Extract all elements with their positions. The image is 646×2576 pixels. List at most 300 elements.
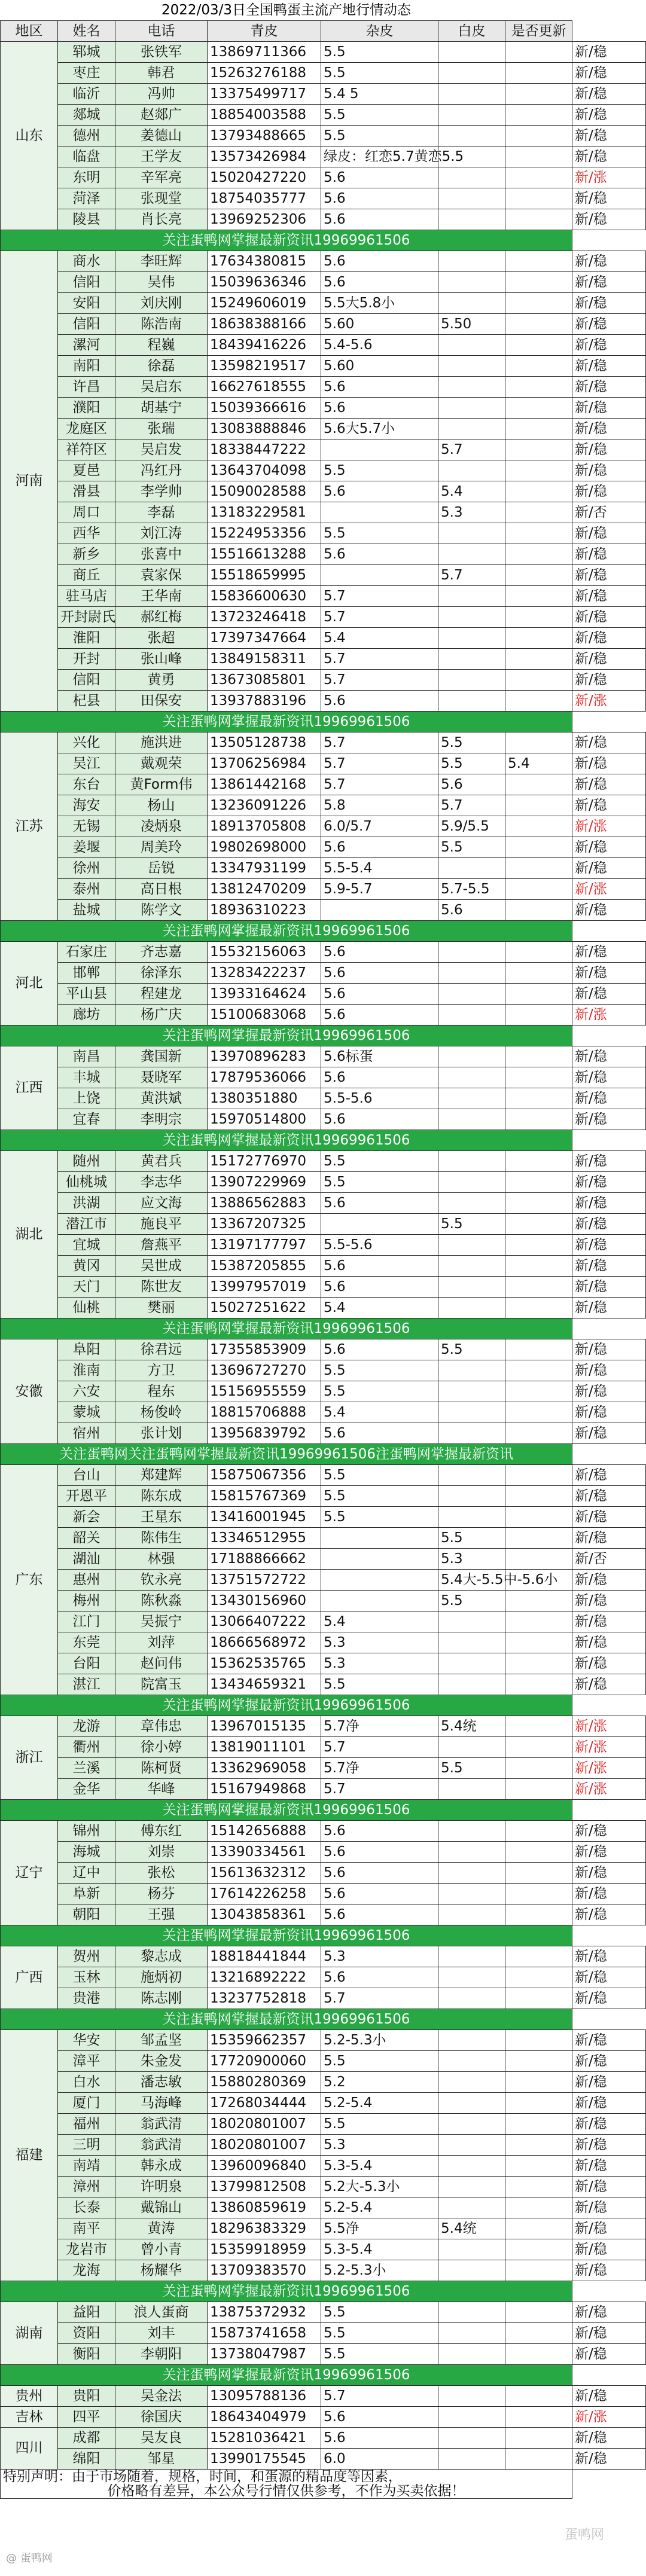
province-cell: 江西 [1, 1046, 58, 1130]
phone-cell: 13043858361 [208, 1904, 321, 1925]
mixed-shell-price: 5.5 [438, 1591, 505, 1611]
white-shell-price [505, 1046, 572, 1067]
province-cell: 湖北 [1, 1151, 58, 1318]
promo-banner: 关注蛋鸭网关注蛋鸭网掌握最新资讯19969961506注蛋鸭网掌握最新资讯 [1, 1444, 572, 1465]
phone-cell: 15100683068 [208, 1005, 321, 1025]
white-shell-price [505, 1298, 572, 1318]
city-cell: 厦门 [58, 2093, 115, 2114]
green-shell-price: 5.6 [321, 1277, 438, 1298]
update-status: 新/稳 [572, 1486, 646, 1507]
name-cell: 聂晓军 [115, 1067, 208, 1088]
city-cell: 淮南 [58, 1360, 115, 1381]
white-shell-price [505, 314, 572, 335]
green-shell-price: 5.7 [321, 607, 438, 628]
white-shell-price [505, 2197, 572, 2218]
name-cell: 翁武清 [115, 2114, 208, 2135]
table-row [1, 63, 646, 84]
city-cell: 仙桃城 [58, 1172, 115, 1193]
green-shell-price: 5.6 [321, 1067, 438, 1088]
promo-banner: 关注蛋鸭网掌握最新资讯19969961506 [1, 921, 572, 942]
column-header: 电话 [115, 21, 208, 42]
white-shell-price [505, 544, 572, 565]
mixed-shell-price [438, 2197, 505, 2218]
name-cell: 程巍 [115, 335, 208, 356]
table-row [1, 795, 646, 816]
mixed-shell-price [438, 419, 505, 439]
update-status: 新/涨 [572, 879, 646, 900]
city-cell: 盐城 [58, 900, 115, 921]
green-shell-price: 5.3-5.4 [321, 2156, 438, 2177]
mixed-shell-price: 5.4 [438, 481, 505, 502]
city-cell: 无锡 [58, 816, 115, 837]
city-cell: 韶关 [58, 1528, 115, 1549]
city-cell: 洪湖 [58, 1193, 115, 1214]
name-cell: 刘庆刚 [115, 293, 208, 314]
mixed-shell-price [438, 1046, 505, 1067]
phone-cell: 17355853909 [208, 1339, 321, 1360]
mixed-shell-price [438, 2177, 505, 2197]
city-cell: 南平 [58, 2218, 115, 2239]
city-cell: 新会 [58, 1507, 115, 1528]
mixed-shell-price [438, 2030, 505, 2051]
city-cell: 丰城 [58, 1067, 115, 1088]
table-row [1, 879, 646, 900]
green-shell-price: 5.7 [321, 753, 438, 774]
mixed-shell-price [438, 105, 505, 126]
update-status: 新/稳 [572, 963, 646, 984]
white-shell-price [505, 1465, 572, 1486]
white-shell-price [505, 1402, 572, 1423]
green-shell-price: 5.4 [321, 1611, 438, 1632]
city-cell: 阜阳 [58, 1339, 115, 1360]
city-cell: 衢州 [58, 1737, 115, 1758]
phone-cell: 13346512955 [208, 1528, 321, 1549]
update-status: 新/稳 [572, 42, 646, 63]
update-status: 新/稳 [572, 774, 646, 795]
table-row [1, 2072, 646, 2093]
mixed-shell-price [438, 649, 505, 670]
mixed-shell-price [438, 377, 505, 398]
green-shell-price: 5.4 5 [321, 84, 438, 105]
footer-row [1, 2470, 646, 2499]
white-shell-price [505, 1967, 572, 1988]
table-row [1, 314, 646, 335]
province-cell: 广西 [1, 1946, 58, 2009]
mixed-shell-price: 5.6 [438, 774, 505, 795]
mixed-shell-price [438, 628, 505, 649]
city-cell: 衡阳 [58, 2344, 115, 2365]
phone-cell: 18439416226 [208, 335, 321, 356]
phone-cell: 13861442168 [208, 774, 321, 795]
name-cell: 张瑞 [115, 419, 208, 439]
phone-cell: 13937883196 [208, 691, 321, 712]
city-cell: 贺州 [58, 1946, 115, 1967]
table-row [1, 2051, 646, 2072]
green-shell-price: 5.6 [321, 251, 438, 272]
white-shell-price [505, 1256, 572, 1277]
city-cell: 辽中 [58, 1863, 115, 1884]
name-cell: 陈浩南 [115, 314, 208, 335]
mixed-shell-price: 5.5 [438, 1339, 505, 1360]
green-shell-price: 5.6大5.7小 [321, 419, 438, 439]
promo-banner: 关注蛋鸭网掌握最新资讯19969961506 [1, 712, 572, 732]
white-shell-price [505, 481, 572, 502]
white-shell-price [505, 502, 572, 523]
table-row [1, 1737, 646, 1758]
green-shell-price [321, 565, 438, 586]
table-row [1, 1172, 646, 1193]
green-shell-price: 5.6 [321, 1863, 438, 1884]
update-status: 新/稳 [572, 335, 646, 356]
name-cell: 张计划 [115, 1423, 208, 1444]
green-shell-price: 6.0 [321, 2449, 438, 2470]
mixed-shell-price: 5.9/5.5 [438, 816, 505, 837]
mixed-shell-price [438, 1067, 505, 1088]
update-status: 新/稳 [572, 272, 646, 293]
mixed-shell-price [438, 335, 505, 356]
name-cell: 韩君 [115, 63, 208, 84]
phone-cell: 17397347664 [208, 628, 321, 649]
city-cell: 兰溪 [58, 1758, 115, 1779]
green-shell-price: 5.7 [321, 1737, 438, 1758]
green-shell-price: 5.6 [321, 377, 438, 398]
green-shell-price: 5.5 [321, 1360, 438, 1381]
table-row [1, 1277, 646, 1298]
update-status: 新/稳 [572, 795, 646, 816]
phone-cell: 18020801007 [208, 2114, 321, 2135]
province-cell: 湖南 [1, 2302, 58, 2365]
mixed-shell-price [438, 188, 505, 209]
white-shell-price [505, 1005, 572, 1025]
promo-banner-row [1, 1444, 646, 1465]
table-row [1, 1528, 646, 1549]
phone-cell: 13643704098 [208, 460, 321, 481]
city-cell: 许昌 [58, 377, 115, 398]
update-status: 新/涨 [572, 1779, 646, 1800]
update-status: 新/稳 [572, 314, 646, 335]
white-shell-price [505, 1277, 572, 1298]
mixed-shell-price [438, 1360, 505, 1381]
white-shell-price [505, 1381, 572, 1402]
city-cell: 信阳 [58, 272, 115, 293]
name-cell: 朱金发 [115, 2051, 208, 2072]
white-shell-price [505, 1067, 572, 1088]
mixed-shell-price [438, 1193, 505, 1214]
table-row [1, 105, 646, 126]
name-cell: 吴振宁 [115, 1611, 208, 1632]
phone-cell: 17720900060 [208, 2051, 321, 2072]
white-shell-price [505, 984, 572, 1005]
name-cell: 王学友 [115, 146, 208, 167]
update-status: 新/稳 [572, 1423, 646, 1444]
white-shell-price [505, 1611, 572, 1632]
city-cell: 陵县 [58, 209, 115, 230]
promo-banner: 关注蛋鸭网掌握最新资讯19969961506 [1, 2009, 572, 2030]
table-row [1, 356, 646, 377]
update-status: 新/稳 [572, 2051, 646, 2072]
green-shell-price: 5.7 [321, 732, 438, 753]
phone-cell: 13237752818 [208, 1988, 321, 2009]
name-cell: 吴伟 [115, 272, 208, 293]
name-cell: 施炳初 [115, 1967, 208, 1988]
city-cell: 石家庄 [58, 942, 115, 963]
mixed-shell-price: 5.4统 [438, 2218, 505, 2239]
update-status: 新/稳 [572, 2197, 646, 2218]
mixed-shell-price: 5.5 [438, 1758, 505, 1779]
green-shell-price [321, 1528, 438, 1549]
mixed-shell-price: 5.5 [438, 732, 505, 753]
city-cell: 廊坊 [58, 1005, 115, 1025]
name-cell: 施洪进 [115, 732, 208, 753]
promo-banner-row [1, 1025, 646, 1046]
name-cell: 戴锦山 [115, 2197, 208, 2218]
phone-cell: 13933164624 [208, 984, 321, 1005]
name-cell: 徐泽东 [115, 963, 208, 984]
city-cell: 夏邑 [58, 460, 115, 481]
city-cell: 东明 [58, 167, 115, 188]
mixed-shell-price: 5.7 [438, 795, 505, 816]
name-cell: 陈志刚 [115, 1988, 208, 2009]
name-cell: 李朝阳 [115, 2344, 208, 2365]
mixed-shell-price: 5.5 [438, 1214, 505, 1235]
green-shell-price: 5.5 [321, 2323, 438, 2344]
name-cell: 赵郯广 [115, 105, 208, 126]
city-cell: 金华 [58, 1779, 115, 1800]
mixed-shell-price [438, 1277, 505, 1298]
phone-cell: 18754035777 [208, 188, 321, 209]
green-shell-price: 5.6 [321, 1967, 438, 1988]
green-shell-price: 5.5 [321, 126, 438, 146]
white-shell-price [505, 2302, 572, 2323]
phone-cell: 16627618555 [208, 377, 321, 398]
city-cell: 漳州 [58, 2177, 115, 2197]
city-cell: 玉林 [58, 1967, 115, 1988]
phone-cell: 15359918959 [208, 2239, 321, 2260]
name-cell: 陈世友 [115, 1277, 208, 1298]
white-shell-price [505, 816, 572, 837]
city-cell: 南昌 [58, 1046, 115, 1067]
table-row [1, 753, 646, 774]
table-row [1, 293, 646, 314]
white-shell-price [505, 1779, 572, 1800]
name-cell: 吴世成 [115, 1256, 208, 1277]
update-status: 新/稳 [572, 84, 646, 105]
update-status: 新/稳 [572, 1842, 646, 1863]
table-row [1, 439, 646, 460]
mixed-shell-price [438, 1256, 505, 1277]
name-cell: 李学帅 [115, 481, 208, 502]
city-cell: 漳平 [58, 2051, 115, 2072]
name-cell: 郝红梅 [115, 607, 208, 628]
mixed-shell-price [438, 2051, 505, 2072]
phone-cell: 15224953356 [208, 523, 321, 544]
city-cell: 梅州 [58, 1591, 115, 1611]
white-shell-price [505, 2114, 572, 2135]
mixed-shell-price [438, 1842, 505, 1863]
mixed-shell-price [438, 167, 505, 188]
phone-cell: 15172776970 [208, 1151, 321, 1172]
mixed-shell-price: 5.7 [438, 565, 505, 586]
mixed-shell-price: 5.6 [438, 900, 505, 921]
phone-cell: 1380351880 [208, 1088, 321, 1109]
mixed-shell-price [438, 2428, 505, 2449]
name-cell: 黄勇 [115, 670, 208, 691]
phone-cell: 15027251622 [208, 1298, 321, 1318]
phone-cell: 18936310223 [208, 900, 321, 921]
phone-cell: 13696727270 [208, 1360, 321, 1381]
green-shell-price: 5.7 [321, 774, 438, 795]
table-row [1, 1674, 646, 1695]
phone-cell: 18338447222 [208, 439, 321, 460]
green-shell-price: 5.5 [321, 1486, 438, 1507]
mixed-shell-price [438, 398, 505, 419]
update-status: 新/稳 [572, 1256, 646, 1277]
green-shell-price: 5.5 [321, 2344, 438, 2365]
mixed-shell-price [438, 209, 505, 230]
mixed-shell-price [438, 2302, 505, 2323]
name-cell: 张现堂 [115, 188, 208, 209]
update-status: 新/稳 [572, 1193, 646, 1214]
phone-cell: 15142656888 [208, 1821, 321, 1842]
name-cell: 黄君兵 [115, 1151, 208, 1172]
update-status: 新/稳 [572, 1172, 646, 1193]
column-header: 白皮 [438, 21, 505, 42]
mixed-shell-price [438, 691, 505, 712]
city-cell: 宜春 [58, 1109, 115, 1130]
update-status: 新/稳 [572, 1214, 646, 1235]
city-cell: 郓城 [58, 42, 115, 63]
mixed-shell-price: 5.3 [438, 1549, 505, 1570]
phone-cell: 17634380815 [208, 251, 321, 272]
name-cell: 施良平 [115, 1214, 208, 1235]
name-cell: 詹燕平 [115, 1235, 208, 1256]
white-shell-price [505, 879, 572, 900]
update-status: 新/涨 [572, 1716, 646, 1737]
mixed-shell-price [438, 1109, 505, 1130]
name-cell: 华峰 [115, 1779, 208, 1800]
name-cell: 浪人蛋商 [115, 2302, 208, 2323]
white-shell-price [505, 335, 572, 356]
name-cell: 齐志嘉 [115, 942, 208, 963]
city-cell: 泰州 [58, 879, 115, 900]
update-status: 新/稳 [572, 2239, 646, 2260]
promo-banner-row [1, 2365, 646, 2386]
green-shell-price: 5.6 [321, 1193, 438, 1214]
mixed-shell-price [438, 2449, 505, 2470]
name-cell: 徐国庆 [115, 2407, 208, 2428]
phone-cell: 13960096840 [208, 2156, 321, 2177]
green-shell-price: 5.7净 [321, 1758, 438, 1779]
table-row [1, 1758, 646, 1779]
disclaimer-line-1: 特别声明：由于市场随着，规格，时间，和蛋源的精品度等因素， [3, 2469, 402, 2485]
white-shell-price [505, 398, 572, 419]
mixed-shell-price [438, 1381, 505, 1402]
green-shell-price: 5.5 [321, 63, 438, 84]
white-shell-price [505, 1716, 572, 1737]
phone-cell: 18854003588 [208, 105, 321, 126]
phone-cell: 13738047987 [208, 2344, 321, 2365]
province-cell: 贵州 [1, 2386, 58, 2407]
phone-cell: 13799812508 [208, 2177, 321, 2197]
city-cell: 江门 [58, 1611, 115, 1632]
table-row [1, 942, 646, 963]
phone-cell: 18020801007 [208, 2135, 321, 2156]
name-cell: 黄涛 [115, 2218, 208, 2239]
name-cell: 张超 [115, 628, 208, 649]
name-cell: 杨山 [115, 795, 208, 816]
green-shell-price: 5.6 [321, 1005, 438, 1025]
promo-banner-row [1, 1318, 646, 1339]
phone-cell: 13706256984 [208, 753, 321, 774]
name-cell: 杨俊岭 [115, 1402, 208, 1423]
white-shell-price [505, 2239, 572, 2260]
name-cell: 徐君远 [115, 1339, 208, 1360]
update-status: 新/稳 [572, 2344, 646, 2365]
phone-cell: 18818441844 [208, 1946, 321, 1967]
table-row [1, 1611, 646, 1632]
mixed-shell-price [438, 1904, 505, 1925]
column-header: 杂皮 [321, 21, 438, 42]
mixed-shell-price [438, 2323, 505, 2344]
header-row [1, 21, 646, 42]
white-shell-price [505, 2177, 572, 2197]
green-shell-price [321, 1591, 438, 1611]
promo-banner-row [1, 712, 646, 732]
table-row [1, 900, 646, 921]
update-status: 新/稳 [572, 2428, 646, 2449]
white-shell-price [505, 1151, 572, 1172]
update-status: 新/稳 [572, 1653, 646, 1674]
phone-cell: 15873741658 [208, 2323, 321, 2344]
table-row [1, 272, 646, 293]
table-row [1, 84, 646, 105]
table-row [1, 1507, 646, 1528]
green-shell-price: 5.7净 [321, 1716, 438, 1737]
phone-cell: 13723246418 [208, 607, 321, 628]
update-status: 新/稳 [572, 1088, 646, 1109]
city-cell: 贵阳 [58, 2386, 115, 2407]
update-status: 新/稳 [572, 398, 646, 419]
white-shell-price [505, 2072, 572, 2093]
green-shell-price: 5.5 [321, 523, 438, 544]
green-shell-price: 5.3 [321, 2135, 438, 2156]
green-shell-price: 5.5 [321, 105, 438, 126]
city-cell: 吴江 [58, 753, 115, 774]
name-cell: 黄洪斌 [115, 1088, 208, 1109]
table-row [1, 335, 646, 356]
promo-banner: 关注蛋鸭网掌握最新资讯19969961506 [1, 2281, 572, 2302]
white-shell-price [505, 1758, 572, 1779]
white-shell-price [505, 126, 572, 146]
green-shell-price: 5.2大-5.3小 [321, 2177, 438, 2197]
city-cell: 菏泽 [58, 188, 115, 209]
mixed-shell-price [438, 2135, 505, 2156]
update-status: 新/稳 [572, 1381, 646, 1402]
table-row [1, 963, 646, 984]
white-shell-price [505, 732, 572, 753]
name-cell: 王华南 [115, 586, 208, 607]
green-shell-price: 5.6 [321, 1109, 438, 1130]
white-shell-price [505, 2428, 572, 2449]
white-shell-price [505, 795, 572, 816]
phone-cell: 13573426984 [208, 146, 321, 167]
mixed-shell-price [438, 2156, 505, 2177]
table-row [1, 42, 646, 63]
white-shell-price [505, 377, 572, 398]
white-shell-price [505, 2156, 572, 2177]
mixed-shell-price [438, 251, 505, 272]
green-shell-price: 5.5 [321, 1151, 438, 1172]
